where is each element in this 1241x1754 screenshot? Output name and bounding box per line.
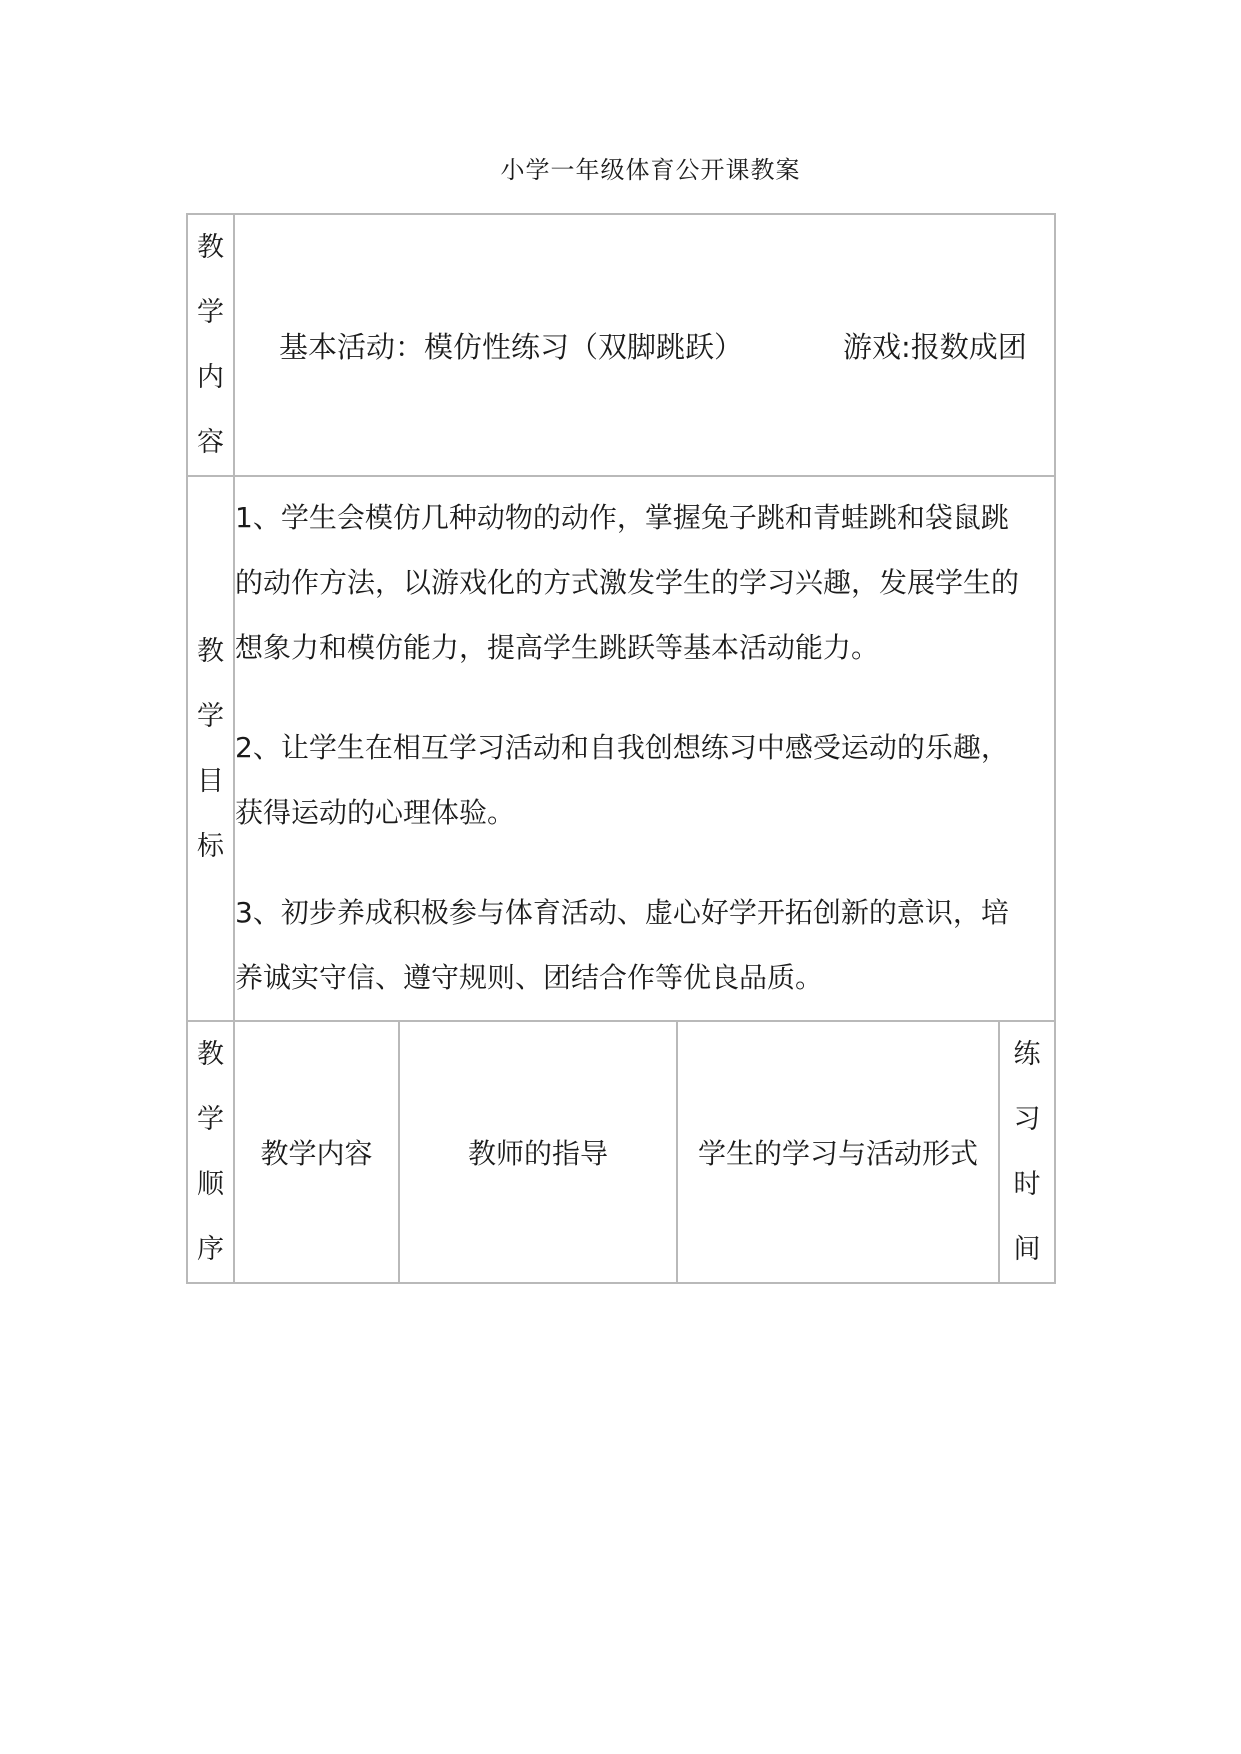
content-row-label: [187, 214, 234, 476]
label-char: 教: [197, 635, 224, 667]
label-char: 教: [197, 1039, 224, 1070]
header-row: [187, 1021, 1055, 1283]
label-char: 间: [1013, 1234, 1041, 1265]
goal-line: 1、学生会模仿几种动物的动作，掌握兔子跳和青蛙跳和袋鼠跳: [235, 501, 1009, 534]
label-char: 容: [197, 427, 224, 458]
col-header-teacher: 教师的指导: [399, 1021, 677, 1283]
col-header-content: 教学内容: [234, 1021, 399, 1283]
col-header-student: 学生的学习与活动形式: [677, 1021, 999, 1283]
col-header-time: [999, 1021, 1055, 1283]
label-char: 内: [197, 362, 224, 393]
goal-line: 3、初步养成积极参与体育活动、虚心好学开拓创新的意识，培: [235, 896, 1009, 929]
label-char: 目: [197, 765, 224, 797]
label-char: 学: [197, 700, 224, 732]
label-char: 学: [197, 1104, 224, 1135]
basic-activity-text: 基本活动：模仿性练习（双脚跳跃）: [279, 329, 744, 364]
label-char: 练: [1013, 1039, 1041, 1070]
label-char: 顺: [197, 1169, 224, 1200]
content-row: [187, 214, 1055, 476]
content-cell: [234, 214, 1055, 476]
label-char: 学: [197, 297, 224, 328]
goal-line: 的动作方法，以游戏化的方式激发学生的学习兴趣，发展学生的: [235, 566, 1020, 599]
goals-row: [187, 476, 1055, 1021]
game-text: 游戏:报数成团: [843, 329, 1027, 364]
label-char: 习: [1013, 1104, 1041, 1135]
goals-row-label: [187, 476, 234, 1021]
goal-line: 2、让学生在相互学习活动和自我创想练习中感受运动的乐趣，: [235, 731, 1009, 764]
sequence-label: [187, 1021, 234, 1283]
label-char: 时: [1013, 1169, 1041, 1200]
label-char: 教: [197, 232, 224, 263]
goal-line: 养诚实守信、遵守规则、团结合作等优良品质。: [235, 961, 824, 994]
lesson-plan-table: [186, 213, 1056, 1284]
label-char: 标: [197, 830, 224, 862]
goals-cell: [234, 476, 1055, 1021]
label-char: 序: [197, 1234, 224, 1265]
document-title: 小学一年级体育公开课教案: [500, 156, 801, 184]
goal-line: 获得运动的心理体验。: [235, 796, 516, 829]
goal-line: 想象力和模仿能力，提高学生跳跃等基本活动能力。: [235, 631, 880, 664]
